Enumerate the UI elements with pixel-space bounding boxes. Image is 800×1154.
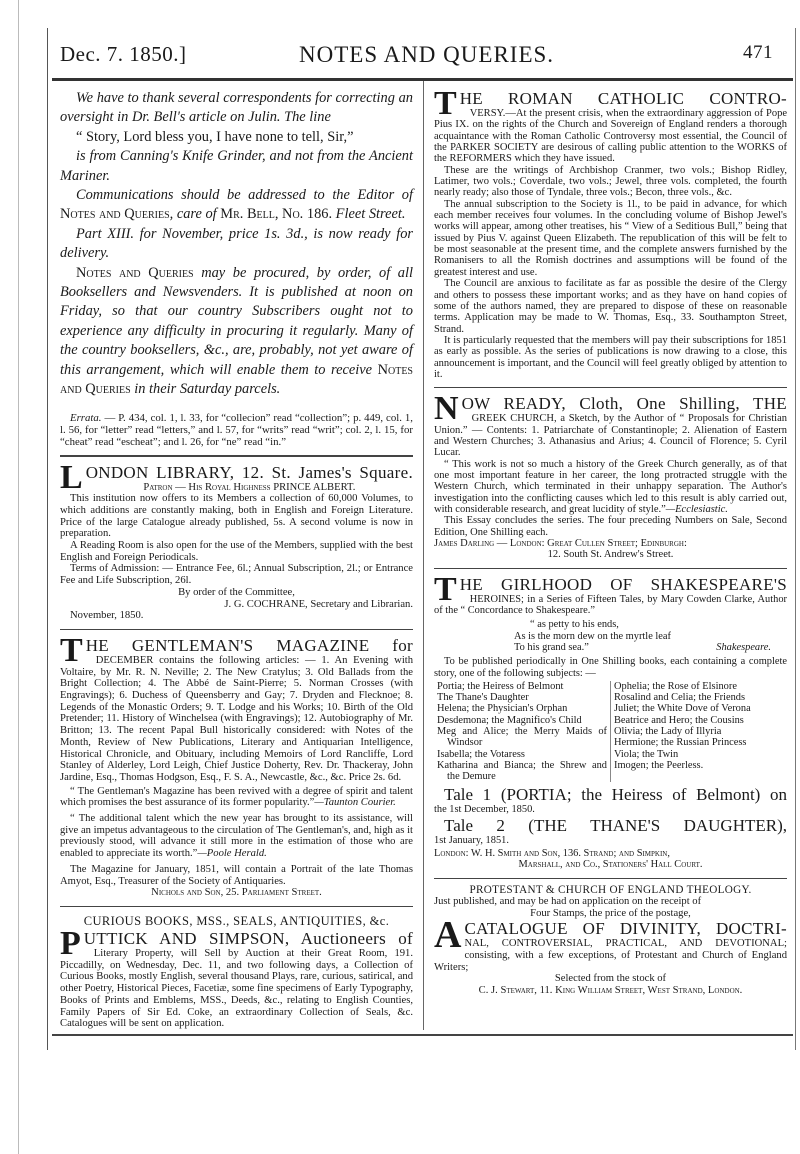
text: Notes and Queries xyxy=(60,206,170,223)
ad-text: A Reading Room is also open for the use of the Members, supplied with the best English and Foreign Periodicals. xyxy=(60,540,413,563)
ad-text: The Magazine for January, 1851, will contain a Portrait of the late Thomas Amyot, Esq., Treasurer of the Society of Antiquaries. xyxy=(60,863,413,887)
ad-greek-church xyxy=(434,390,787,561)
errata-label: Errata. xyxy=(70,411,102,424)
ad-signature: J. G. COCHRANE, Secretary and Librarian. xyxy=(224,598,413,610)
right-column xyxy=(423,81,797,1030)
text: , care of xyxy=(169,206,221,223)
drop-cap: T xyxy=(60,631,83,669)
ad-gentlemans-magazine xyxy=(60,631,413,899)
ad-catalogue-of-divinity xyxy=(434,885,787,997)
quote: “ This work is not so much a history of the Greek Church generally, as of that one most important feature in her career, the long protracted struggle with the Western Church, which terminated in their unhappy separation. The Author's investigation into the conflicting causes which led to this result is ably carried out, with considerable research, and great lucidity of style.” xyxy=(434,458,787,515)
drop-cap: N xyxy=(434,390,459,428)
verse-line: As is the morn dew on the myrtle leaf xyxy=(514,630,671,642)
tale-subject: Imogen; the Peerless. xyxy=(614,759,704,771)
notice-p3: Part XIII. for November, price 1s. 3d., is now ready for delivery. xyxy=(60,225,413,262)
tale-subject: Rosalind and Celia; the Friends xyxy=(614,692,746,704)
tale-subject: Desdemona; the Magnifico's Child xyxy=(437,714,582,726)
page-number: 471 xyxy=(743,42,773,63)
ad-publisher: London: W. H. Smith and Son, 136. Strand; and Simpkin, xyxy=(434,848,670,860)
verse xyxy=(514,619,787,653)
ad-publisher: James Darling — London: Great Cullen Street; Edinburgh: xyxy=(434,538,687,550)
tale-subject: The Thane's Daughter xyxy=(437,692,529,704)
notice-quote: “ Story, Lord bless you, I have none to tell, Sir,” xyxy=(76,128,354,145)
ad-heading: HE GIRLHOOD OF SHAKESPEARE'S xyxy=(459,574,787,594)
verse-line: “ as petty to his ends, xyxy=(530,619,619,631)
notice-p1: We have to thank several correspondents for correcting an oversight in Dr. Bell's article on Julin. The line xyxy=(60,90,413,126)
tale-subject: Portia; the Heiress of Belmont xyxy=(437,680,564,692)
ad-heading: HE GENTLEMAN'S MAGAZINE for xyxy=(85,635,413,655)
tale-subject: Meg and Alice; the Merry Maids of Windsor xyxy=(437,725,607,749)
rule xyxy=(60,455,413,457)
notice-p4 xyxy=(60,264,413,400)
tales-list-left xyxy=(434,681,611,783)
page-header xyxy=(48,28,795,78)
ad-text: Literary Property, will Sell by Auction at their Great Room, 191. Piccadilly, on Wednesday, Dec. 11, and two following days, a Collection of Curious Books, mostly English, several thousand Plays, rare, curious, satirical, and other Poetry, Historical Pieces, Facetiæ, some fine specimens of Early Typography, Books of Prints and Emblems, MSS., Deeds, &c., relating to English Counties, Family Papers of Sir Ed. Coke, an extraordinary Collection of Seals, &c. Catalogues will be sent on application. xyxy=(60,948,413,1030)
tale-subject: Isabella; the Votaress xyxy=(437,748,525,760)
ad-heading: OW READY, Cloth, One Shilling, THE xyxy=(461,394,787,414)
tale-subject: Beatrice and Hero; the Cousins xyxy=(614,714,744,726)
quote-source: —Taunton Courier. xyxy=(314,797,396,809)
ad-text: Four Stamps, the price of the postage, xyxy=(530,907,691,919)
rule xyxy=(434,568,787,569)
ad-title: PROTESTANT & CHURCH OF ENGLAND THEOLOGY. xyxy=(469,883,752,896)
ad-text: This institution now offers to its Members a collection of 60,000 Volumes, to which additions are constantly making, both in English and Foreign Literature. Price of the large Catalogue already published, 5s. A second volume is now in preparation. xyxy=(60,493,413,540)
tale-subject: Olivia; the Lady of Illyria xyxy=(614,725,722,737)
drop-cap: T xyxy=(434,570,457,608)
ad-heading: CATALOGUE OF DIVINITY, DOCTRI- xyxy=(464,919,787,939)
ad-puttick-simpson xyxy=(60,913,413,1030)
quote: “ The additional talent which the new year has brought to its assistance, will give an impetus advantageous to the circulation of The Gentleman's, and, high as it previously stood, will advance it still more in the estimation of those who are enabled to appreciate its worth.” xyxy=(60,813,413,860)
ad-text: This Essay concludes the series. The four preceding Numbers on Sale, Second Edition, One Shilling each. xyxy=(434,515,787,538)
ad-text: These are the writings of Archbishop Cranmer, two vols.; Bishop Ridley, Latimer, two vols.; Coverdale, two vols.; Jewel, three vols. completed, the fourth nearly ready; also those of Tyndale, three vols.; Becon, three vols., &c. xyxy=(434,164,787,199)
text: Notes and Queries xyxy=(60,361,413,398)
tale-announcement: Tale 2 (THE THANE'S DAUGHTER), xyxy=(444,815,787,835)
tale-subject: Hermione; the Russian Princess xyxy=(614,737,747,749)
header-date: Dec. 7. 1850.] xyxy=(60,42,187,66)
text: may be procured, by order, of all Booksellers and Newsvenders. It is published at noon on Friday, so that our country Subscribers ought not to experience any difficulty in procuring it regularly. Many of the country booksellers, &c., are, probably, not yet aware of this arrangement, which will enable them to receive xyxy=(60,264,413,378)
notice-p1b: is from Canning's Knife Grinder, and not from the Ancient Mariner. xyxy=(60,148,413,184)
ad-publisher: 12. South St. Andrew's Street. xyxy=(547,549,674,561)
quote-source: —Ecclesiastic. xyxy=(665,504,728,515)
rule xyxy=(60,629,413,630)
tale-subject: Juliet; the White Dove of Verona xyxy=(614,703,751,715)
columns xyxy=(48,81,795,1030)
ad-text: It is particularly requested that the members will pay their subscriptions for 1851 as early as possible. As the series of publications is now drawing to a close, this announcement is important, and the Council will feel greatly obliged by attention to it. xyxy=(434,334,787,380)
tale-date: 1st January, 1851. xyxy=(434,834,509,846)
ad-text: By order of the Committee, xyxy=(178,586,295,598)
bottom-rule xyxy=(52,1034,793,1036)
ad-text: Patron — His Royal Highness PRINCE ALBERT. xyxy=(143,481,356,493)
ad-text: The Council are anxious to facilitate as far as possible the desire of the Clergy and others to possess these important works; and as they have on hand copies of some of the authors named, they are prepared to dispose of these on reasonable terms. Application may be made to W. Thomas, Esq., 33. Southampton Street, Strand. xyxy=(434,278,787,335)
ad-date: November, 1850. xyxy=(70,610,144,622)
quote-source: —Poole Herald. xyxy=(197,848,267,860)
ad-publisher: C. J. Stewart, 11. King William Street, West Strand, London. xyxy=(478,984,743,996)
rule xyxy=(434,878,787,879)
ad-heading: ONDON LIBRARY, 12. St. James's Square. xyxy=(85,462,413,482)
tale-date: the 1st December, 1850. xyxy=(434,804,535,816)
text: in their Saturday parcels. xyxy=(130,381,281,398)
rule xyxy=(60,906,413,907)
header-title: NOTES AND QUERIES. xyxy=(299,42,555,67)
ad-publisher: Marshall, and Co., Stationers' Hall Court. xyxy=(518,859,703,871)
tales-list-right xyxy=(611,681,787,783)
errata xyxy=(60,412,413,448)
scan-edge xyxy=(18,0,19,1154)
tale-subject: Ophelia; the Rose of Elsinore xyxy=(614,680,737,692)
text: Communications should be addressed to the Editor of xyxy=(76,187,413,204)
notice-to-correspondents xyxy=(60,89,413,400)
ad-london-library xyxy=(60,458,413,622)
ad-text: Selected from the stock of xyxy=(554,973,667,985)
rule xyxy=(434,387,787,388)
ad-text: HEROINES; in a Series of Fifteen Tales, by Mary Cowden Clarke, Author of the “ Concordance to Shakespeare.” xyxy=(434,593,787,617)
ad-text: The annual subscription to the Society is 1l., to be paid in advance, for which each member receives four volumes. In the concluding volume of Bishop Jewel's works will appear, among other treatises, his “ View of a Seditious Bull,” being that issued by Pius V. against Queen Elizabeth. The republication of this will be felt to be most seasonable at the present time, and the complete answers furnished by the Romanisers to all the Romish doctrines and assumptions will be found of the greatest interest and use. xyxy=(434,198,787,278)
ad-text: To be published periodically in One Shilling books, each containing a complete story, one of the following subjects: — xyxy=(434,656,787,679)
ad-heading: UTTICK AND SIMPSON, Auctioneers of xyxy=(83,929,413,948)
drop-cap: A xyxy=(434,914,462,957)
drop-cap: L xyxy=(60,458,83,496)
ad-text: Terms of Admission: — Entrance Fee, 6l.; Annual Subscription, 2l.; or Entrance Fee and Life Subscription, 26l. xyxy=(60,563,413,587)
ad-text: VERSY.—At the present crisis, when the extraordinary aggression of Pope Pius IX. on the rights of the Church and Sovereign of England renders a thorough acquaintance with the Roman Catholic Controversy most essential, the Council of the PARKER SOCIETY are desirous of calling public attention to the WORKS of the REFORMERS which they have issued. xyxy=(434,108,787,165)
ad-roman-catholic-controversy xyxy=(434,85,787,380)
notice-p2 xyxy=(60,186,413,225)
verse-line xyxy=(514,642,787,653)
text: To his grand sea.” xyxy=(514,641,589,653)
errata-text: — P. 434, col. 1, l. 33, for “collecion” read “collection”; p. 449, col. 1, l. 56, for “letter” read “letters,” and l. 57, for “writs” read “writ”; col. 2, l. 15, for “cheat” read “escheat”; and l. 26, for “ne” read “in.” xyxy=(60,411,413,448)
tale-subject: Viola; the Twin xyxy=(614,748,679,760)
ad-text: Just published, and may be had on application on the receipt of xyxy=(434,896,702,908)
ad-text: GREEK CHURCH, a Sketch, by the Author of “ Proposals for Christian Union.” — Contents: 1. Patriarchate of Constantinople; 2. Alienation of Eastern and Western Churches; 3. Athanasius and Arius; 4. Council of Florence; 5. Cyril Lucar. xyxy=(434,413,787,459)
drop-cap: P xyxy=(60,925,81,962)
ad-title: CURIOUS BOOKS, MSS., SEALS, ANTIQUITIES, &c. xyxy=(83,914,390,928)
tales-list xyxy=(434,681,787,783)
ad-text: NAL, CONTROVERSIAL, PRACTICAL, AND DEVOTIONAL; consisting, with a few exceptions, of Protestant and Church of England Writers; xyxy=(434,938,787,973)
tale-subject: Katharina and Bianca; the Shrew and the Demure xyxy=(437,759,607,783)
tale-announcement: Tale 1 (PORTIA; the Heiress of Belmont) on xyxy=(444,785,787,805)
verse-source: Shakespeare. xyxy=(716,641,771,653)
ad-text: DECEMBER contains the following articles: — 1. An Evening with Voltaire, by Mr. R. N. Neville; 2. The New Cratylus; 3. Old Ballads from the Bright Collection; 4. The Abbé de Saint-Pierre; 5. Norman Crosses (with Engravings); 6. Duchess of Queensberry and Gay; 7. Dryden and Flecknoe; 8. Legends of the Monastic Orders; 9. T. Lodge and his Works; 10. Birth of the Old Pretender; 11. History of Winchelsea (with Engravings); 12. Autobiography of Mr. Britton; 13. The recent Papal Bull historically considered: with Notes of the Month, Review of New Publications, Literary and Antiquarian Intelligence, Historical Chronicle, and Obituary, including Memoirs of Lord Rancliffe, Lord Stanley of Alderley, Lord Leigh, Chief Justice Doherty, Rev. Dr. Thackeray, John Jardine, Esq., Thomas Hodgson, Esq., F. S. A., Newcastle, &c., &c. Price 2s. 6d. xyxy=(60,654,413,783)
page-frame xyxy=(47,28,796,1050)
quote: “ The Gentleman's Magazine has been revived with a degree of spirit and talent which promises the best assurance of its former popularity.” xyxy=(60,785,413,809)
text: Notes and Queries xyxy=(76,264,194,281)
tale-subject: Helena; the Physician's Orphan xyxy=(437,703,568,715)
drop-cap: T xyxy=(434,85,457,122)
ad-heading: HE ROMAN CATHOLIC CONTRO- xyxy=(459,89,787,108)
text: Mr. Bell, No. 186. xyxy=(220,206,333,223)
left-column xyxy=(48,81,423,1030)
ad-publisher: Nichols and Son, 25. Parliament Street. xyxy=(151,887,322,899)
text: Fleet Street. xyxy=(332,206,406,223)
ad-girlhood-of-shakespeares-heroines xyxy=(434,570,787,871)
